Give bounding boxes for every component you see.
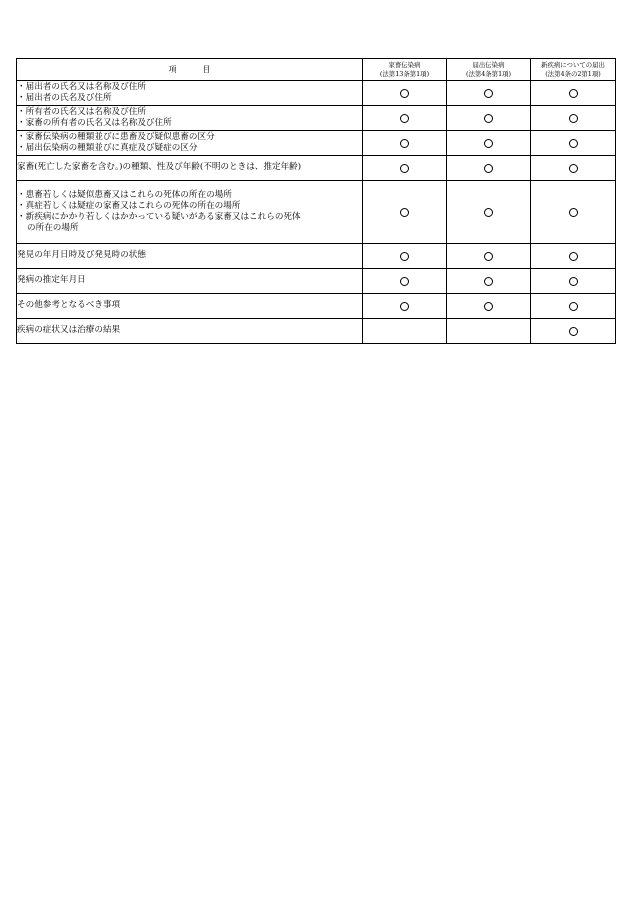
item-line: ・真症若しくは疑症の家畜又はこれらの死体の所在の場所 <box>17 200 241 211</box>
table-row <box>17 156 616 181</box>
mark-cell <box>447 319 531 344</box>
table-row <box>17 181 616 244</box>
header-new-disease-notification <box>531 59 616 81</box>
item-cell <box>17 81 363 106</box>
header-livestock-infectious-disease <box>363 59 447 81</box>
header-col-c-line-1: 新疾病についての届出 <box>541 61 605 70</box>
mark-cell <box>363 156 447 181</box>
circle-mark-icon <box>484 164 493 173</box>
header-col-a-line-2: (法第13条第1項) <box>379 69 430 78</box>
table-row <box>17 106 616 131</box>
mark-cell <box>531 269 616 294</box>
mark-cell <box>363 244 447 269</box>
header-item: 項 目 <box>17 59 363 81</box>
table-row <box>17 319 616 344</box>
circle-mark-icon <box>484 208 493 217</box>
circle-mark-icon <box>569 208 578 217</box>
item-line: 疾病の症状又は治療の結果 <box>17 325 121 336</box>
mark-cell <box>531 181 616 244</box>
item-line: ・届出者の氏名又は名称及び住所 <box>17 81 146 92</box>
circle-mark-icon <box>400 302 409 311</box>
mark-cell <box>531 131 616 156</box>
header-col-c-line-2: (法第4条の2第1項) <box>545 69 601 78</box>
circle-mark-icon <box>484 114 493 123</box>
mark-cell <box>363 294 447 319</box>
item-cell <box>17 131 363 156</box>
header-col-b-line-1: 届出伝染病 <box>472 61 505 70</box>
header-notifiable-infectious-disease <box>447 59 531 81</box>
mark-cell <box>531 244 616 269</box>
item-line: 発病の推定年月日 <box>17 275 86 286</box>
circle-mark-icon <box>484 277 493 286</box>
item-line: その他参考となるべき事項 <box>17 300 121 311</box>
circle-mark-icon <box>484 252 493 261</box>
circle-mark-icon <box>569 164 578 173</box>
circle-mark-icon <box>400 114 409 123</box>
mark-cell <box>447 131 531 156</box>
table-row <box>17 131 616 156</box>
header-col-a-line-1: 家畜伝染病 <box>388 61 421 70</box>
mark-cell <box>447 156 531 181</box>
table-row <box>17 294 616 319</box>
circle-mark-icon <box>484 89 493 98</box>
mark-cell <box>363 106 447 131</box>
circle-mark-icon <box>569 302 578 311</box>
circle-mark-icon <box>569 252 578 261</box>
item-line: ・所有者の氏名又は名称及び住所 <box>17 106 146 117</box>
circle-mark-icon <box>400 89 409 98</box>
mark-cell <box>363 181 447 244</box>
mark-cell <box>447 181 531 244</box>
mark-cell <box>531 156 616 181</box>
mark-cell <box>447 81 531 106</box>
table-row <box>17 244 616 269</box>
circle-mark-icon <box>569 114 578 123</box>
mark-cell <box>447 269 531 294</box>
item-line: 発見の年月日時及び発見時の状態 <box>17 250 146 261</box>
circle-mark-icon <box>400 252 409 261</box>
mark-cell <box>531 319 616 344</box>
mark-cell <box>447 244 531 269</box>
item-line: ・患畜若しくは疑似患畜又はこれらの死体の所在の場所 <box>17 189 232 200</box>
circle-mark-icon <box>569 277 578 286</box>
mark-cell <box>531 294 616 319</box>
circle-mark-icon <box>400 164 409 173</box>
notification-items-table <box>16 58 616 344</box>
item-line: ・新疾病にかかり若しくはかかっている疑いがある家畜又はこれらの死体 <box>17 212 301 222</box>
circle-mark-icon <box>400 277 409 286</box>
item-cell <box>17 181 363 244</box>
item-line: ・届出者の氏名及び住所 <box>17 93 112 103</box>
circle-mark-icon <box>569 327 578 336</box>
table-row <box>17 81 616 106</box>
mark-cell <box>363 131 447 156</box>
item-cell <box>17 106 363 131</box>
item-cell <box>17 269 363 294</box>
mark-cell <box>447 294 531 319</box>
circle-mark-icon <box>400 139 409 148</box>
mark-cell <box>363 81 447 106</box>
table-row <box>17 269 616 294</box>
item-line: ・家畜の所有者の氏名又は名称及び住所 <box>17 118 172 128</box>
mark-cell <box>363 319 447 344</box>
item-line: 家畜(死亡した家畜を含む。)の種類、性及び年齢(不明のときは、推定年齢) <box>17 162 302 173</box>
item-line: ・家畜伝染病の種類並びに患畜及び疑似患畜の区分 <box>17 131 215 142</box>
mark-cell <box>531 106 616 131</box>
circle-mark-icon <box>569 89 578 98</box>
circle-mark-icon <box>484 302 493 311</box>
item-line: ・届出伝染病の種類並びに真症及び疑症の区分 <box>17 143 198 153</box>
item-cell <box>17 244 363 269</box>
circle-mark-icon <box>484 139 493 148</box>
mark-cell <box>447 106 531 131</box>
item-line: の所在の場所 <box>27 223 79 234</box>
header-col-b-line-2: (法第4条第1項) <box>465 69 512 78</box>
header-row <box>17 59 616 81</box>
mark-cell <box>363 269 447 294</box>
circle-mark-icon <box>569 139 578 148</box>
circle-mark-icon <box>400 208 409 217</box>
item-cell <box>17 319 363 344</box>
item-cell <box>17 294 363 319</box>
mark-cell <box>531 81 616 106</box>
item-cell <box>17 156 363 181</box>
